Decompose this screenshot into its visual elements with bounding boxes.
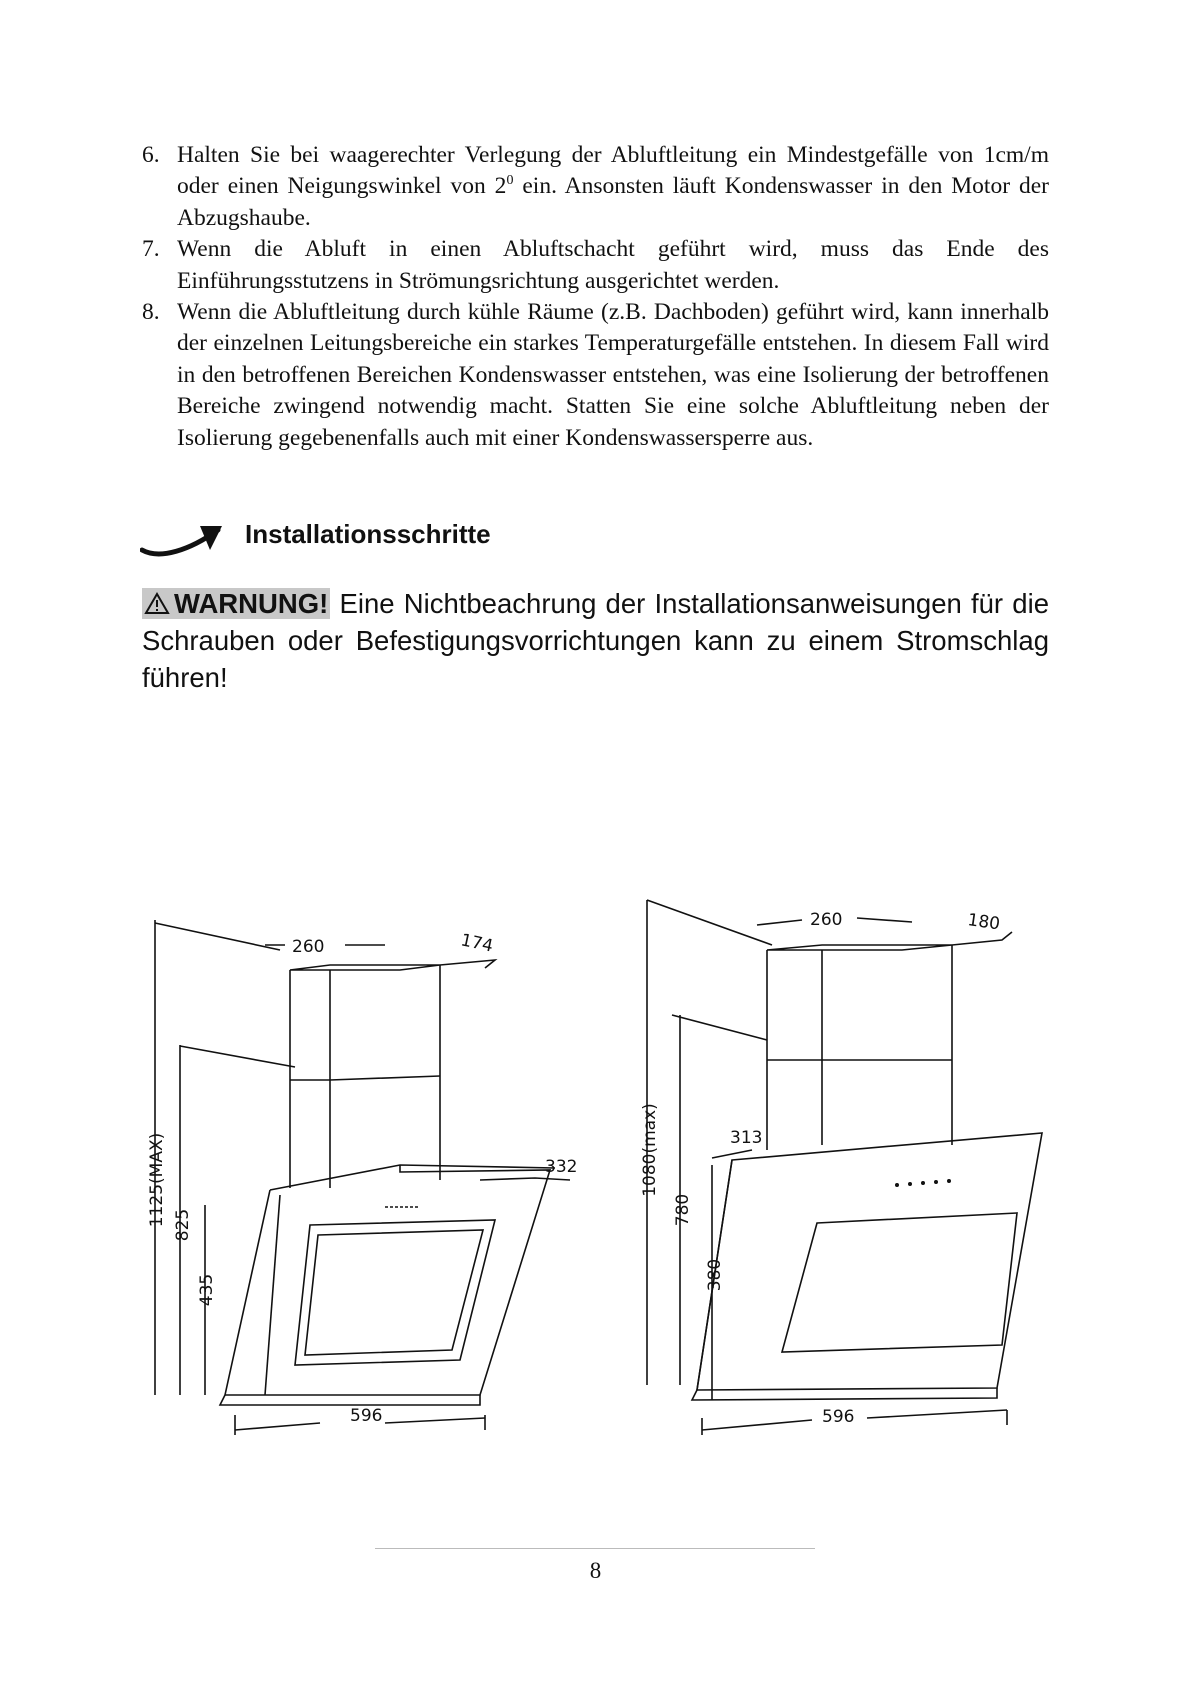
list-number: 6. xyxy=(142,142,160,168)
list-item-7 xyxy=(142,234,1049,297)
list-number: 8. xyxy=(142,299,160,326)
dim-bottom-width: 596 xyxy=(822,1407,855,1427)
warning-label: WARNUNG! xyxy=(174,588,329,619)
warning-label-box xyxy=(142,588,330,619)
section-heading-text: Installationsschritte xyxy=(245,519,491,549)
dim-height-low: 380 xyxy=(705,1258,725,1292)
list-text: Wenn die Abluft in einen Abluftschacht geführt wird, muss das Ende des Einführungsstutzens in Strömungsrichtung ausgerichtet werden. xyxy=(177,236,1049,294)
warning-triangle-icon xyxy=(144,592,170,615)
dim-total-height: 1125(MAX) xyxy=(147,1132,167,1228)
list-text: Wenn die Abluftleitung durch kühle Räume (z.B. Dachboden) geführt wird, kann innerhalb der einzelnen Leitungsbereiche ein starkes Temperaturgefälle entstehen. In diesem Fall wird in den betroffenen Bereichen Kondenswasser entstehen, was eine Isolierung der betroffenen Bereiche zwingend notwendig macht. Statten Sie eine solche Abluftleitung neben der Isolierung gegebenenfalls auch mit einer Kondenswassersperre aus. xyxy=(177,299,1049,451)
dim-height-mid: 825 xyxy=(173,1208,193,1242)
warning-text: Eine Nichtbeachrung der Installationsanweisungen für die Schrauben oder Befestigungsvorrichtungen kann zu einem Stromschlag führen! xyxy=(142,588,1049,693)
warning-notice xyxy=(142,585,1049,696)
list-item-6 xyxy=(142,140,1049,234)
list-text xyxy=(177,140,1049,234)
list-text-part: Halten Sie bei waagerechter Verlegung der Abluftleitung ein Mindestgefälle von 1cm/m oder einen Neigungswinkel von 2 xyxy=(177,142,1049,200)
dim-body-depth: 332 xyxy=(545,1157,578,1177)
dim-top-depth: 180 xyxy=(966,910,1002,935)
degree-superscript: 0 xyxy=(506,173,514,189)
dim-bottom-width: 596 xyxy=(350,1406,383,1426)
curved-arrow-icon xyxy=(140,520,225,564)
hood-diagram-left xyxy=(140,890,610,1435)
dim-top-depth: 174 xyxy=(458,930,495,957)
dim-height-mid: 780 xyxy=(673,1193,693,1227)
list-text-part: ein. Ansonsten läuft Kondenswasser in den Motor der Abzugshaube. xyxy=(177,173,1049,231)
section-heading xyxy=(140,516,740,566)
dim-body-depth: 313 xyxy=(730,1128,763,1148)
dim-height-low: 435 xyxy=(197,1273,217,1307)
list-number: 7. xyxy=(142,236,160,263)
dim-total-height: 1080(max) xyxy=(640,1103,660,1197)
dim-top-width: 260 xyxy=(810,910,843,930)
hood-diagram-right xyxy=(612,890,1082,1435)
footer-divider xyxy=(375,1548,815,1549)
list-item-8 xyxy=(142,297,1049,454)
instruction-list xyxy=(142,140,1049,454)
page-number: 8 xyxy=(589,1558,602,1583)
dim-top-width: 260 xyxy=(292,937,325,957)
